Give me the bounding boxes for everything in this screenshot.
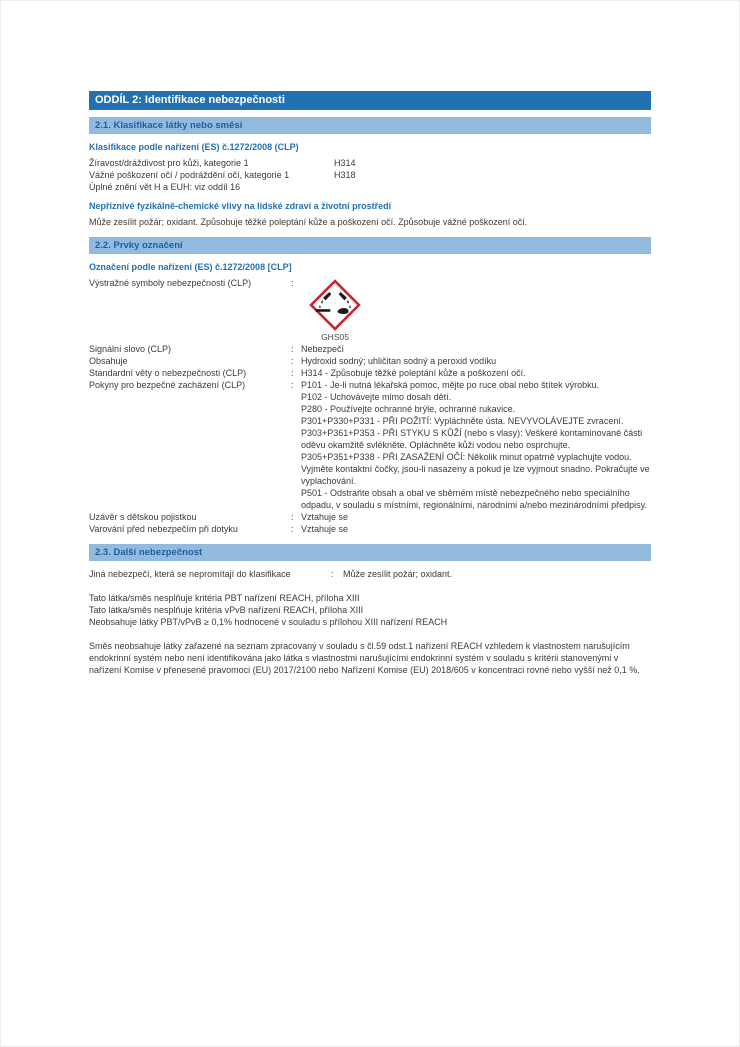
other-hazards-row [89,568,651,580]
colon: : [291,356,294,366]
p-phrase: P301+P330+P331 - PŘI POŽITÍ: Vypláchněte ústa. NEVYVOLÁVEJTE zvracení. [301,416,624,426]
colon: : [291,512,294,522]
adverse-effects-text: Může zesílit požár; oxidant. Způsobuje těžké poleptání kůže a poškození očí. Způsobuje vážné poškození očí. [89,217,528,227]
colon: : [291,380,294,390]
tactile-warning-label: Varování před nebezpečím při dotyku [89,524,238,534]
ghs05-pictogram-block [307,277,363,343]
contains-label: Obsahuje [89,356,128,366]
p-phrase: P305+P351+P338 - PŘI ZASAŽENÍ OČÍ: Několik minut opatrně vyplachujte vodou. Vyjměte kontaktní čočky, jsou-li nasazeny a pokud je lze vyjmout snadno. Pokračujte ve vyplachování. [301,452,650,486]
other-hazards-label: Jiná nebezpečí, která se nepromítají do klasifikace [89,569,291,579]
signal-word-label: Signální slovo (CLP) [89,344,172,354]
pictogram-row [89,277,651,343]
child-resistant-label: Uzávěr s dětskou pojistkou [89,512,197,522]
p-phrase: P101 - Je-li nutná lékařská pomoc, mějte po ruce obal nebo štítek výrobku. [301,380,600,390]
hazard-class-label: Vážné poškození očí / podráždění očí, kategorie 1 [89,170,290,180]
p-phrase: P102 - Uchovávejte mimo dosah dětí. [301,392,452,402]
ghs05-corrosion-icon [309,279,361,331]
pbt-line: Neobsahuje látky PBT/vPvB ≥ 0,1% hodnocené v souladu s přílohou XIII nařízení REACH [89,617,448,627]
endocrine-paragraph: Směs neobsahuje látky zařazené na seznam zpracovaný v souladu s čl.59 odst.1 nařízení REACH vzhledem k vlastnostem narušujícím endokrinní systém nebo není identifikována jako látka s vlastnostmi narušujícími endokrinní systém v souladu s kritérii stanovenými v nařízení Komise v přenesené pravomoci (EU) 2017/2100 nebo Nařízení Komise (EU) 2018/605 v koncentraci rovné nebo vyšší než 0,1 %. [89,641,640,675]
classification-heading: Klasifikace podle nařízení (ES) č.1272/2008 (CLP) [89,142,299,152]
tactile-warning-value: Vztahuje se [301,524,349,534]
classification-row [89,157,651,169]
full-text-note: Úplné znění vět H a EUH: viz oddíl 16 [89,182,241,192]
precautionary-lines [299,379,651,511]
adverse-effects-heading: Nepříznivé fyzikálně-chemické vlivy na lidské zdraví a životní prostředí [89,201,392,211]
label-value-row [89,355,651,367]
signal-word-value: Nebezpečí [301,344,345,354]
pictogram-label: Výstražné symboly nebezpečnosti (CLP) [89,278,252,288]
hazard-statements-value: H314 - Způsobuje těžké poleptání kůže a poškození očí. [301,368,526,378]
child-resistant-value: Vztahuje se [301,512,349,522]
colon: : [291,524,294,534]
pbt-line: Tato látka/směs nesplňuje kritéria PBT nařízení REACH, příloha XIII [89,593,360,603]
pbt-statements [89,592,651,628]
colon: : [291,368,294,378]
colon: : [291,344,294,354]
hazard-class-label: Žíravost/dráždivost pro kůži, kategorie 1 [89,158,249,168]
hazard-code: H318 [334,170,356,180]
colon: : [291,278,294,288]
classification-table [89,157,651,193]
hazard-statements-label: Standardní věty o nebezpečnosti (CLP) [89,368,247,378]
colon: : [331,569,334,579]
contains-value: Hydroxid sodný; uhličitan sodný a peroxid vodíku [301,356,497,366]
section-2-content [89,91,651,676]
subsection-2-1-bar: 2.1. Klasifikace látky nebo směsi [89,117,651,134]
pictogram-cell [299,277,651,343]
p-phrase: P280 - Používejte ochranné brýle, ochranné rukavice. [301,404,516,414]
label-value-row [89,511,651,523]
precautionary-label: Pokyny pro bezpečné zacházení (CLP) [89,380,246,390]
pictogram-caption: GHS05 [321,332,349,342]
labelling-heading: Označení podle nařízení (ES) č.1272/2008 [CLP] [89,262,292,272]
subsection-2-3-bar: 2.3. Další nebezpečnost [89,544,651,561]
p-phrase: P501 - Odstraňte obsah a obal ve sběrném místě nebezpečného nebo speciálního odpadu, v souladu s místními, regionálními, národními a/nebo mezinárodními předpisy. [301,488,648,510]
pbt-line: Tato látka/směs nesplňuje kritéria vPvB nařízení REACH, příloha XIII [89,605,364,615]
section-2-header-bar: ODDÍL 2: Identifikace nebezpečnosti [89,91,651,110]
label-value-row [89,343,651,355]
other-hazards-value: Může zesílit požár; oxidant. [343,569,453,579]
subsection-2-2-bar: 2.2. Prvky označení [89,237,651,254]
hazard-code: H314 [334,158,356,168]
label-value-row [89,523,651,535]
classification-row [89,169,651,181]
p-phrase: P303+P361+P353 - PŘI STYKU S KŮŽÍ (nebo s vlasy): Veškeré kontaminované části oděvu okamžitě svlékněte. Opláchněte kůži vodou nebo osprchujte. [301,428,643,450]
precautionary-statements-row [89,379,651,511]
label-value-row [89,367,651,379]
